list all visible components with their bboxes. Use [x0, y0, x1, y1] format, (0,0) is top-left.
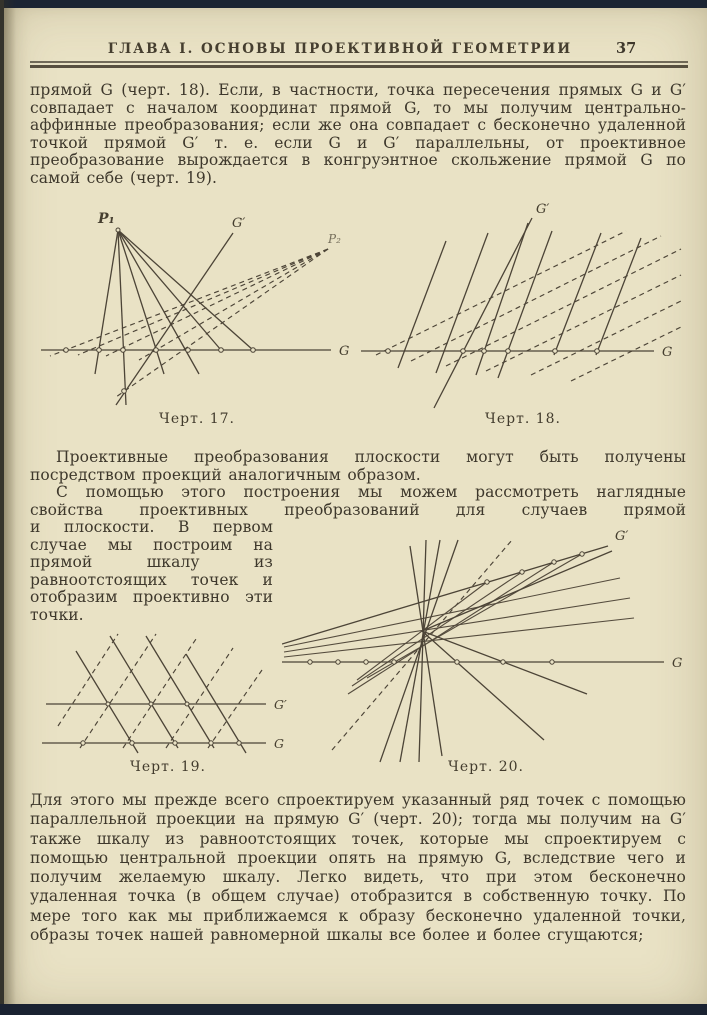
fig19-label-gprime: G′: [274, 697, 287, 712]
figure-19: [38, 626, 298, 762]
page-number: 37: [616, 40, 637, 57]
fig18-label-g: G: [662, 345, 673, 360]
fig19-label-g: G: [274, 736, 284, 751]
fig20-label-gprime: G′: [615, 529, 629, 544]
figure-20-caption: Черт. 20.: [448, 759, 524, 775]
fig18-solid-parallels: [398, 218, 641, 408]
fig17-dashed-fan-from-p2: [50, 249, 328, 397]
figure-17: [36, 203, 358, 409]
fig17-label-gprime: G′: [232, 216, 246, 231]
fig20-label-g: G: [672, 656, 683, 671]
figure-17-caption: Черт. 17.: [159, 411, 235, 427]
fig19-solid-parallels: [76, 636, 246, 753]
figure-19-caption: Черт. 19.: [130, 759, 206, 775]
fig20-dashed-line: [332, 540, 512, 750]
fig19-scale-points: [81, 702, 241, 745]
fig20-projection-pencil: [284, 540, 634, 762]
scan-left-shadow: [4, 0, 16, 1015]
paragraph-3-wrapped-column: и плоскости. В первом случае мы построим на прямой шкалу из равноотстоящих точек и отобразим проективно эти точки.: [30, 518, 273, 624]
fig17-scale-points: [64, 228, 256, 393]
figure-18-caption: Черт. 18.: [485, 411, 561, 427]
header-rule-thin: [30, 61, 688, 63]
scan-bottom-band: [0, 1004, 707, 1015]
scan-top-band: [0, 0, 707, 8]
fig18-label-gprime: G′: [536, 203, 550, 217]
fig17-label-p1: P₁: [98, 211, 115, 227]
paragraph-4: Для этого мы прежде всего спроектируем указанный ряд точек с помощью параллельной проекции на прямую G′ (черт. 20); тогда мы получим на G′ также шкалу из равноотстоящих точек, которые мы спроектируем с помощью центральной проекции опять на прямую G, вследствие чего и получим желаемую шкалу. Легко видеть, что при этом бесконечно удаленная точка (в общем случае) отобразится в собственную точку. По мере того как мы приближаемся к образу бесконечно удаленной точки, образы точек нашей равномерной шкалы все более и более сгущаются;: [30, 791, 686, 945]
fig17-label-p2: P₂: [328, 232, 341, 246]
header-rule-thick: [30, 65, 688, 68]
fig19-dashed-parallels: [58, 634, 262, 748]
running-head: ГЛАВА I. ОСНОВЫ ПРОЕКТИВНОЙ ГЕОМЕТРИИ: [107, 41, 573, 57]
paragraph-1: прямой G (черт. 18). Если, в частности, точка пересечения прямых G и G′ совпадает с началом координат прямой G, то мы получим центрально-аффинные преобразования; если же она совпадает с бесконечно удаленной точкой прямой G′ т. е. если G и G′ параллельны, от проективное преобразование вырождается в конгруэнтное скольжение прямой G по самой себе (черт. 19).: [30, 81, 686, 187]
paragraph-3-full-width: С помощью этого построения мы можем рассмотреть наглядные свойства проективных преобразований для случаев прямой: [30, 483, 686, 519]
paragraph-2: Проективные преобразования плоскости могут быть получены посредством проекций аналогичным образом.: [30, 448, 686, 484]
fig17-label-g: G: [339, 344, 350, 359]
figure-18: [356, 203, 690, 409]
figure-20: [282, 526, 690, 766]
fig20-gprime-line: [282, 546, 608, 644]
